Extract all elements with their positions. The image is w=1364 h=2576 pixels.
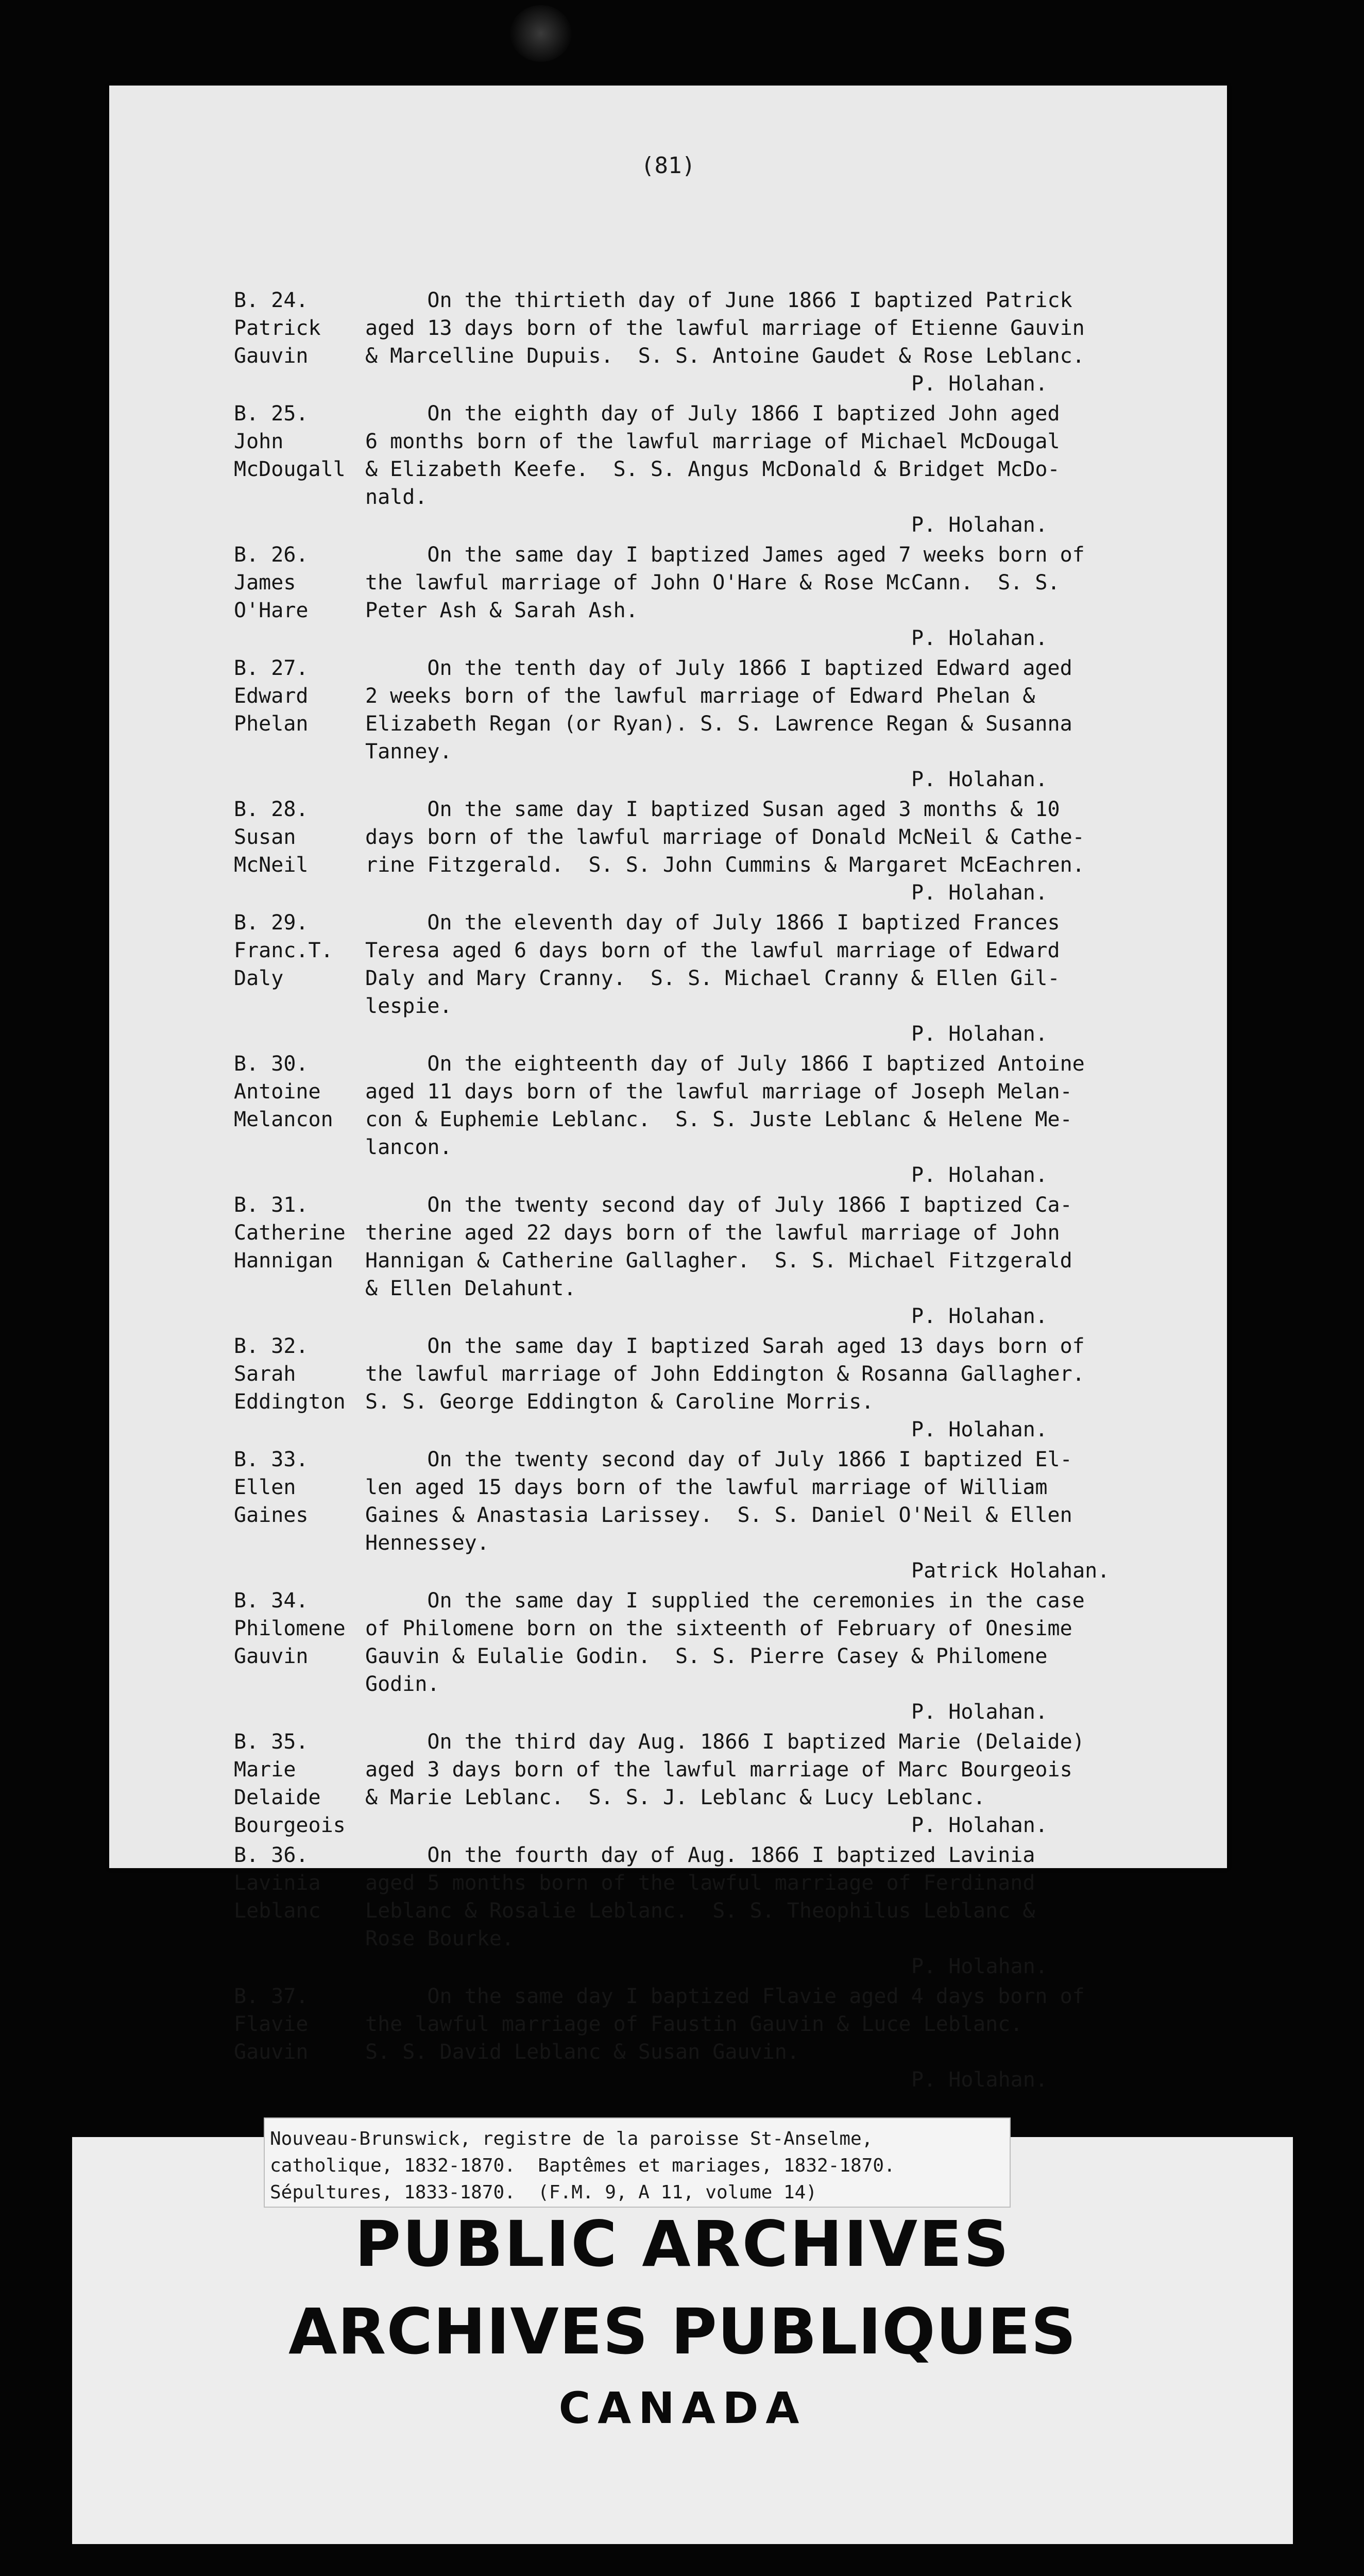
entry-body <box>365 1332 1210 1444</box>
entry-text-line: days born of the lawful marriage of Donald McNeil & Cathe- <box>365 825 1085 849</box>
entry-text-line: Gaines & Anastasia Larissey. S. S. Daniel O'Neil & Ellen <box>365 1503 1072 1527</box>
entry-text-line: of Philomene born on the sixteenth of February of Onesime <box>365 1617 1072 1640</box>
entry-signature: P. Holahan. <box>911 513 1048 537</box>
entry-text-line: On the eighteenth day of July 1866 I baptized Antoine <box>365 1052 1085 1076</box>
entry-text-line: Godin. <box>365 1672 440 1696</box>
entry-label: B. 36. Lavinia Leblanc <box>234 1843 321 1923</box>
entry-text-line: Elizabeth Regan (or Ryan). S. S. Lawrence Regan & Susanna <box>365 712 1072 736</box>
entry-text-line: 2 weeks born of the lawful marriage of Edward Phelan & <box>365 684 1035 708</box>
entry-body <box>365 1841 1210 1980</box>
entry-text-line: On the same day I supplied the ceremonies in the case <box>365 1589 1085 1613</box>
archive-label-line: catholique, 1832-1870. Baptêmes et mariages, 1832-1870. <box>270 2155 895 2176</box>
entry-signature: P. Holahan. <box>911 372 1048 396</box>
entry-body <box>365 1587 1210 1726</box>
entry-text-line: Daly and Mary Cranny. S. S. Michael Cranny & Ellen Gil- <box>365 967 1060 990</box>
entry-body <box>365 909 1210 1048</box>
entry-label: B. 25. John McDougall <box>234 402 346 481</box>
entry-text-line: On the eleventh day of July 1866 I baptized Frances <box>365 911 1060 935</box>
entry-text-line: & Marie Leblanc. S. S. J. Leblanc & Lucy Leblanc. <box>365 1786 986 1809</box>
entry-text-line: & Elizabeth Keefe. S. S. Angus McDonald & Bridget McDo- <box>365 457 1060 481</box>
entry-text-line: con & Euphemie Leblanc. S. S. Juste Leblanc & Helene Me- <box>365 1108 1072 1131</box>
entry-label: B. 27. Edward Phelan <box>234 656 309 736</box>
entry-text-line: On the same day I baptized Susan aged 3 months & 10 <box>365 798 1060 821</box>
entry-text-line: On the third day Aug. 1866 I baptized Marie (Delaide) <box>365 1730 1085 1754</box>
archive-label-line: Sépultures, 1833-1870. (F.M. 9, A 11, volume 14) <box>270 2182 817 2203</box>
entry-signature: P. Holahan. <box>911 1700 1048 1724</box>
entry-text-line: the lawful marriage of Faustin Gauvin & Luce Leblanc. <box>365 2012 1023 2036</box>
entry-body <box>365 1446 1210 1585</box>
entry-text-line: aged 3 days born of the lawful marriage of Marc Bourgeois <box>365 1758 1072 1782</box>
entry-label: B. 37. Flavie Gauvin <box>234 1985 309 2064</box>
page-number: (81) <box>641 152 695 179</box>
entry-signature: P. Holahan. <box>911 881 1048 905</box>
entry-label: B. 30. Antoine Melancon <box>234 1052 333 1131</box>
entry-text-line: On the twenty second day of July 1866 I baptized El- <box>365 1448 1072 1471</box>
entry-text-line: S. S. George Eddington & Caroline Morris. <box>365 1390 874 1414</box>
entry-text-line: aged 13 days born of the lawful marriage of Etienne Gauvin <box>365 316 1085 340</box>
entry-signature: P. Holahan. <box>911 1163 1048 1187</box>
entry-body <box>365 1982 1210 2094</box>
entry-text-line: On the eighth day of July 1866 I baptized John aged <box>365 402 1060 426</box>
entry-label: B. 35. Marie Delaide Bourgeois <box>234 1730 346 1837</box>
entry-signature: P. Holahan. <box>911 1418 1048 1442</box>
entry-text-line: & Marcelline Dupuis. S. S. Antoine Gaudet & Rose Leblanc. <box>365 344 1085 368</box>
entry-label: B. 33. Ellen Gaines <box>234 1448 309 1527</box>
archive-stamp-french: ARCHIVES PUBLIQUES <box>288 2295 1077 2368</box>
entry-text-line: len aged 15 days born of the lawful marriage of William <box>365 1476 1048 1499</box>
entry-text-line: On the thirtieth day of June 1866 I baptized Patrick <box>365 289 1072 312</box>
entry-text-line: aged 5 months born of the lawful marriage of Ferdinand <box>365 1871 1035 1895</box>
entry-signature: P. Holahan. <box>911 1304 1048 1328</box>
entry-body <box>365 286 1210 398</box>
entry-text-line: On the same day I baptized Flavie aged 4 days born of <box>365 1985 1085 2008</box>
entry-signature: P. Holahan. <box>911 768 1048 791</box>
entry-text-line: On the same day I baptized James aged 7 weeks born of <box>365 543 1085 567</box>
archive-stamp-english: PUBLIC ARCHIVES <box>354 2208 1011 2281</box>
entry-text-line: therine aged 22 days born of the lawful marriage of John <box>365 1221 1060 1245</box>
entry-label: B. 29. Franc.T. Daly <box>234 911 333 990</box>
entry-text-line: S. S. David Leblanc & Susan Gauvin. <box>365 2040 799 2064</box>
entry-signature: P. Holahan. <box>911 1814 1048 1837</box>
entry-text-line: aged 11 days born of the lawful marriage of Joseph Melan- <box>365 1080 1072 1104</box>
entry-text-line: On the fourth day of Aug. 1866 I baptized Lavinia <box>365 1843 1035 1867</box>
entry-text-line: Gauvin & Eulalie Godin. S. S. Pierre Casey & Philomene <box>365 1645 1048 1668</box>
entry-body <box>365 795 1210 907</box>
entry-text-line: the lawful marriage of John Eddington & Rosanna Gallagher. <box>365 1362 1085 1386</box>
entry-text-line: Leblanc & Rosalie Leblanc. S. S. Theophilus Leblanc & <box>365 1899 1035 1923</box>
entry-text-line: lancon. <box>365 1136 452 1159</box>
entry-text-line: Hennessey. <box>365 1531 489 1555</box>
archive-source-label <box>264 2117 1011 2208</box>
entry-body <box>365 541 1210 652</box>
entry-label: B. 28. Susan McNeil <box>234 798 309 877</box>
entry-signature: P. Holahan. <box>911 2068 1048 2092</box>
entry-text-line: On the same day I baptized Sarah aged 13 days born of <box>365 1334 1085 1358</box>
entry-text-line: On the tenth day of July 1866 I baptized Edward aged <box>365 656 1072 680</box>
entry-label: B. 31. Catherine Hannigan <box>234 1193 346 1273</box>
entry-signature: P. Holahan. <box>911 1022 1048 1046</box>
entry-text-line: On the twenty second day of July 1866 I baptized Ca- <box>365 1193 1072 1217</box>
entry-signature: P. Holahan. <box>911 1955 1048 1978</box>
entry-text-line: Teresa aged 6 days born of the lawful marriage of Edward <box>365 939 1060 962</box>
entry-body <box>365 1191 1210 1330</box>
entry-label: B. 32. Sarah Eddington <box>234 1334 346 1414</box>
film-perforation <box>510 5 572 62</box>
archive-label-line: Nouveau-Brunswick, registre de la paroisse St-Anselme, <box>270 2128 873 2149</box>
entry-text-line: rine Fitzgerald. S. S. John Cummins & Margaret McEachren. <box>365 853 1085 877</box>
entry-text-line: nald. <box>365 485 428 509</box>
entry-label: B. 24. Patrick Gauvin <box>234 289 321 368</box>
entry-signature: Patrick Holahan. <box>911 1559 1110 1583</box>
entry-text-line: Rose Bourke. <box>365 1927 514 1951</box>
archive-stamp-country: CANADA <box>558 2383 807 2433</box>
entry-text-line: Hannigan & Catherine Gallagher. S. S. Michael Fitzgerald <box>365 1249 1072 1273</box>
register-page <box>109 86 1227 2092</box>
entry-signature: P. Holahan. <box>911 626 1048 650</box>
entry-body <box>365 1728 1210 1839</box>
entry-body <box>365 400 1210 539</box>
entry-text-line: lespie. <box>365 994 452 1018</box>
entry-text-line: Tanney. <box>365 740 452 764</box>
entry-text-line: 6 months born of the lawful marriage of Michael McDougal <box>365 430 1060 453</box>
entry-text-line: Peter Ash & Sarah Ash. <box>365 599 638 622</box>
entry-body <box>365 654 1210 793</box>
entry-body <box>365 1050 1210 1189</box>
entry-text-line: the lawful marriage of John O'Hare & Rose McCann. S. S. <box>365 571 1060 595</box>
entry-label: B. 26. James O'Hare <box>234 543 309 622</box>
entry-label: B. 34. Philomene Gauvin <box>234 1589 346 1668</box>
entry-text-line: & Ellen Delahunt. <box>365 1277 576 1300</box>
